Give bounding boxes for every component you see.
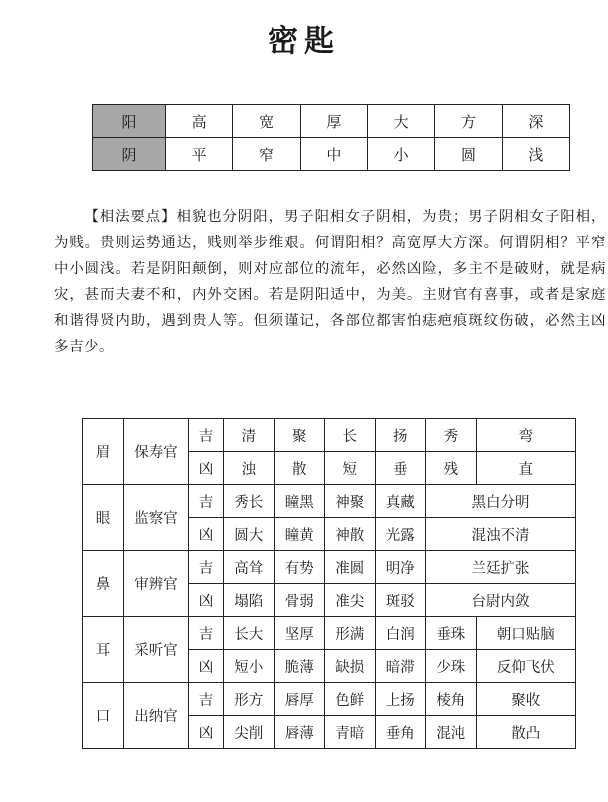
table-cell: 混沌: [426, 716, 477, 749]
table-cell: 斑驳: [375, 584, 426, 617]
table-row: [93, 105, 570, 138]
table-cell: 圆大: [224, 518, 275, 551]
body-paragraph: [54, 204, 606, 360]
table-cell: 台尉内敛: [426, 584, 576, 617]
table-cell: 散: [274, 452, 325, 485]
table-cell: 扬: [375, 419, 426, 452]
kind-cell: 吉: [189, 419, 224, 452]
table-cell: 尖削: [224, 716, 275, 749]
table-cell: 准尖: [325, 584, 376, 617]
table-cell: 塌陷: [224, 584, 275, 617]
organ-cell: 眼: [83, 485, 124, 551]
kind-cell: 凶: [189, 584, 224, 617]
kind-cell: 凶: [189, 716, 224, 749]
table-cell: 秀长: [224, 485, 275, 518]
table-row: [83, 419, 576, 452]
table-cell: 方: [435, 105, 502, 138]
table-row: [83, 485, 576, 518]
table-cell: 白润: [375, 617, 426, 650]
table-cell: 小: [367, 138, 434, 171]
table-cell: 缺损: [325, 650, 376, 683]
table-cell: 青暗: [325, 716, 376, 749]
yang-label: 阳: [93, 105, 166, 138]
organ-cell: 眉: [83, 419, 124, 485]
table-cell: 宽: [233, 105, 300, 138]
table-cell: 准圆: [325, 551, 376, 584]
kind-cell: 吉: [189, 683, 224, 716]
yin-yang-table: [92, 104, 570, 171]
table-row: [83, 551, 576, 584]
table-cell: 深: [502, 105, 569, 138]
table-cell: 短: [325, 452, 376, 485]
kind-cell: 吉: [189, 485, 224, 518]
table-cell: 少珠: [426, 650, 477, 683]
table-cell: 浊: [224, 452, 275, 485]
office-cell: 监察官: [124, 485, 189, 551]
table-cell: 聚: [274, 419, 325, 452]
table-cell: 形方: [224, 683, 275, 716]
table-row: [83, 617, 576, 650]
table-cell: 上扬: [375, 683, 426, 716]
kind-cell: 凶: [189, 650, 224, 683]
table-row: [93, 138, 570, 171]
table-cell: 散凸: [476, 716, 575, 749]
organ-cell: 口: [83, 683, 124, 749]
table-cell: 短小: [224, 650, 275, 683]
table-cell: 暗滞: [375, 650, 426, 683]
kind-cell: 吉: [189, 551, 224, 584]
table-cell: 清: [224, 419, 275, 452]
organ-cell: 耳: [83, 617, 124, 683]
table-cell: 有势: [274, 551, 325, 584]
table-cell: 厚: [300, 105, 367, 138]
kind-cell: 凶: [189, 452, 224, 485]
table-row: [83, 683, 576, 716]
table-cell: 平: [166, 138, 233, 171]
paragraph-text: 【相法要点】相貌也分阴阳，男子阳相女子阴相，为贵；男子阴相女子阳相，为贱。贵则运势通达，贱则举步维艰。何谓阳相？高宽厚大方深。何谓阴相？平窄中小圆浅。若是阴阳颠倒，则对应部位的流年，必然凶险，多主不是破财，就是病灾，甚而夫妻不和，内外交困。若是阴阳适中，为美。主财官有喜事，或者是家庭和谐得贤内助，遇到贵人等。但须谨记，各部位都害怕痣疤痕斑纹伤破，必然主凶多吉少。: [54, 209, 606, 355]
facial-features-table: [82, 418, 576, 749]
yin-label: 阴: [93, 138, 166, 171]
table-cell: 真藏: [375, 485, 426, 518]
kind-cell: 凶: [189, 518, 224, 551]
table-cell: 高耸: [224, 551, 275, 584]
table-cell: 黑白分明: [426, 485, 576, 518]
office-cell: 采听官: [124, 617, 189, 683]
table-cell: 中: [300, 138, 367, 171]
table-cell: 唇厚: [274, 683, 325, 716]
table-cell: 形满: [325, 617, 376, 650]
office-cell: 审辨官: [124, 551, 189, 617]
table-cell: 秀: [426, 419, 477, 452]
table-cell: 圆: [435, 138, 502, 171]
kind-cell: 吉: [189, 617, 224, 650]
table-cell: 垂珠: [426, 617, 477, 650]
table-cell: 明净: [375, 551, 426, 584]
table-cell: 弯: [476, 419, 575, 452]
table-cell: 坚厚: [274, 617, 325, 650]
table-cell: 垂: [375, 452, 426, 485]
table-cell: 神散: [325, 518, 376, 551]
table-cell: 高: [166, 105, 233, 138]
table-cell: 窄: [233, 138, 300, 171]
page-title: 密匙: [268, 24, 340, 59]
table-cell: 唇薄: [274, 716, 325, 749]
table-cell: 大: [367, 105, 434, 138]
office-cell: 保寿官: [124, 419, 189, 485]
table-cell: 聚收: [476, 683, 575, 716]
organ-cell: 鼻: [83, 551, 124, 617]
table-cell: 朝口贴脑: [476, 617, 575, 650]
table-cell: 神聚: [325, 485, 376, 518]
table-cell: 长: [325, 419, 376, 452]
table-cell: 浅: [502, 138, 569, 171]
table-cell: 脆薄: [274, 650, 325, 683]
table-cell: 瞳黑: [274, 485, 325, 518]
table-cell: 兰廷扩张: [426, 551, 576, 584]
table-cell: 色鲜: [325, 683, 376, 716]
table-cell: 反仰飞伏: [476, 650, 575, 683]
table-cell: 长大: [224, 617, 275, 650]
table-cell: 棱角: [426, 683, 477, 716]
table-cell: 瞳黄: [274, 518, 325, 551]
table-cell: 垂角: [375, 716, 426, 749]
table-cell: 骨弱: [274, 584, 325, 617]
table-cell: 混浊不清: [426, 518, 576, 551]
table-cell: 残: [426, 452, 477, 485]
table-cell: 光露: [375, 518, 426, 551]
table-cell: 直: [476, 452, 575, 485]
office-cell: 出纳官: [124, 683, 189, 749]
